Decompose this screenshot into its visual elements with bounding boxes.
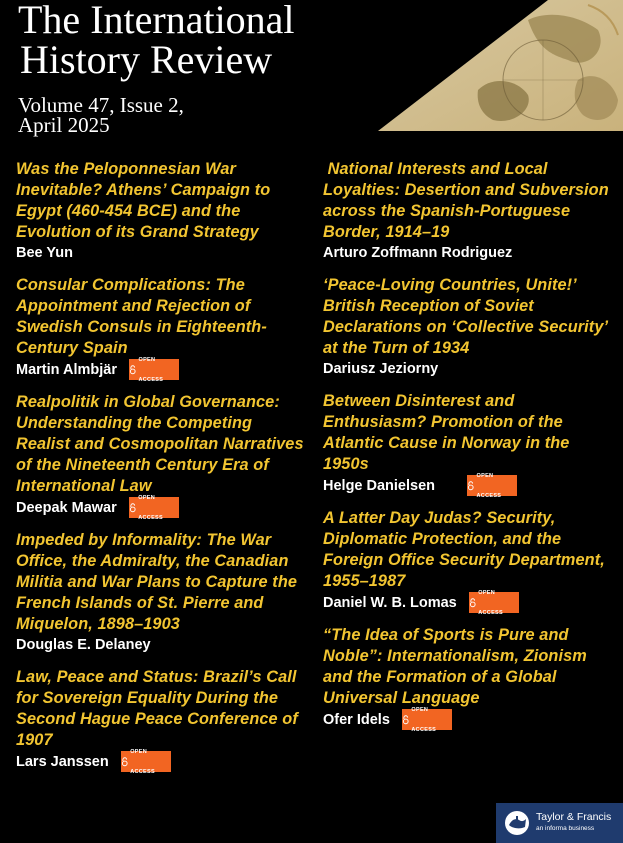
open-access-badge: OPEN ACCESS bbox=[129, 359, 179, 380]
open-access-badge: OPEN ACCESS bbox=[469, 592, 519, 613]
article-item[interactable] bbox=[323, 159, 613, 263]
open-access-lock-icon bbox=[467, 481, 475, 491]
open-access-lock-icon bbox=[121, 757, 129, 767]
open-access-lock-icon bbox=[402, 715, 410, 725]
open-access-badge: OPEN ACCESS bbox=[402, 709, 452, 730]
article-title[interactable]: Law, Peace and Status: Brazil’s Call for Sovereign Equality During the Second Hague Peace Conference of 1907 bbox=[16, 668, 298, 749]
article-author: Arturo Zoffmann Rodriguez bbox=[323, 245, 513, 261]
open-access-lock-icon bbox=[469, 598, 477, 608]
article-item[interactable] bbox=[16, 392, 306, 521]
taylor-francis-logo bbox=[504, 810, 530, 836]
article-author: Martin Almbjär OPEN ACCESS bbox=[16, 359, 306, 380]
open-access-badge: OPEN ACCESS bbox=[129, 497, 179, 518]
article-author: Dariusz Jeziorny bbox=[323, 361, 439, 377]
publisher-tagline: an informa business bbox=[536, 825, 595, 832]
article-author: Douglas E. Delaney bbox=[16, 637, 151, 653]
open-access-badge: OPEN ACCESS bbox=[121, 751, 171, 772]
publisher-badge[interactable] bbox=[496, 803, 623, 843]
article-title[interactable]: “The Idea of Sports is Pure and Noble”: Internationalism, Zionism and the Formation of a Global Universal Language bbox=[323, 626, 587, 707]
article-column-left bbox=[16, 159, 306, 784]
article-title[interactable]: Realpolitik in Global Governance: Understanding the Competing Realist and Cosmopolitan Narratives of the Nineteenth Century Era of International Law bbox=[16, 393, 304, 495]
journal-title-line2: History Review bbox=[20, 37, 273, 82]
article-item[interactable] bbox=[323, 625, 613, 733]
article-author: Ofer Idels OPEN ACCESS bbox=[323, 709, 613, 730]
journal-title bbox=[18, 0, 295, 80]
issue-info bbox=[18, 95, 184, 135]
article-title[interactable]: National Interests and Local Loyalties: Desertion and Subversion across the Spanish-Portuguese Border, 1914–19 bbox=[323, 160, 609, 241]
open-access-lock-icon bbox=[129, 503, 137, 513]
article-author: Helge Danielsen OPEN ACCESS bbox=[323, 475, 613, 496]
article-item[interactable] bbox=[323, 275, 613, 379]
article-title[interactable]: ‘Peace-Loving Countries, Unite!’ British Reception of Soviet Declarations on ‘Collective Security’ at the Turn of 1934 bbox=[323, 276, 608, 357]
article-item[interactable] bbox=[16, 530, 306, 655]
volume-issue: Volume 47, Issue 2, bbox=[18, 93, 184, 117]
article-item[interactable] bbox=[16, 667, 306, 775]
open-access-lock-icon bbox=[129, 365, 137, 375]
article-column-right bbox=[323, 159, 613, 742]
publisher-name: Taylor & Francis bbox=[536, 811, 612, 823]
article-item[interactable] bbox=[16, 159, 306, 263]
article-author: Deepak Mawar OPEN ACCESS bbox=[16, 497, 306, 518]
article-title[interactable]: Consular Complications: The Appointment and Rejection of Swedish Consuls in Eighteenth-Century Spain bbox=[16, 276, 267, 357]
article-title[interactable]: Between Disinterest and Enthusiasm? Promotion of the Atlantic Cause in Norway in the 1950s bbox=[323, 392, 570, 473]
journal-title-line1: The International bbox=[18, 0, 295, 42]
article-item[interactable] bbox=[323, 508, 613, 616]
article-title[interactable]: Was the Peloponnesian War Inevitable? Athens’ Campaign to Egypt (460-454 BCE) and the Evolution of its Grand Strategy bbox=[16, 160, 271, 241]
article-author: Daniel W. B. Lomas OPEN ACCESS bbox=[323, 592, 613, 613]
article-title[interactable]: A Latter Day Judas? Security, Diplomatic Protection, and the Foreign Office Security Department, 1955–1987 bbox=[323, 509, 605, 590]
antique-world-map bbox=[278, 0, 623, 131]
issue-date: April 2025 bbox=[18, 113, 110, 137]
article-title[interactable]: Impeded by Informality: The War Office, the Admiralty, the Canadian Militia and War Plans to Capture the French Islands of St. Pierre and Miquelon, 1898–1903 bbox=[16, 531, 298, 633]
article-author: Bee Yun bbox=[16, 245, 73, 261]
open-access-badge: OPEN ACCESS bbox=[467, 475, 517, 496]
article-item[interactable] bbox=[16, 275, 306, 383]
article-item[interactable] bbox=[323, 391, 613, 499]
article-author: Lars Janssen OPEN ACCESS bbox=[16, 751, 306, 772]
